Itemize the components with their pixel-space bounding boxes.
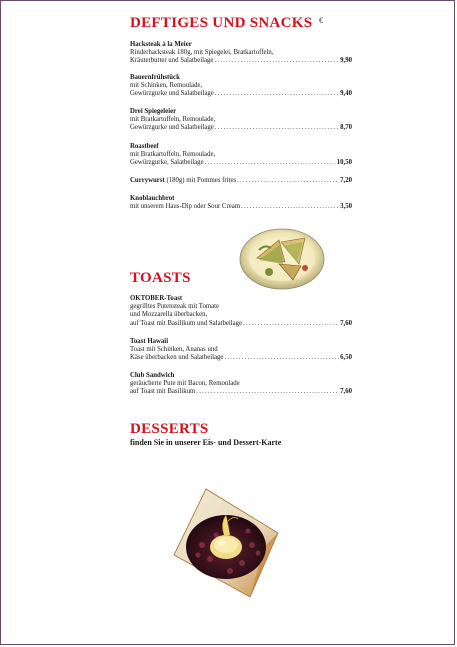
item-price: 8,70 bbox=[340, 124, 352, 132]
item-price: 9,40 bbox=[340, 90, 352, 98]
item-name: Toast Hawaii bbox=[130, 338, 169, 345]
item-price-row bbox=[130, 354, 352, 362]
item-price-row bbox=[130, 159, 352, 167]
item-price-row bbox=[130, 388, 352, 396]
item-description: Rinderhacksteak 180g, mit Spiegelei, Bratkartoffeln, bbox=[130, 49, 274, 57]
item-price-row bbox=[130, 57, 352, 65]
item-description: geräucherte Pute mit Bacon, Remoulade bbox=[130, 380, 240, 388]
item-name-line bbox=[130, 177, 236, 185]
item-name: Bauernfrühstück bbox=[130, 74, 180, 81]
item-price: 7,60 bbox=[340, 388, 352, 396]
item-price: 6,50 bbox=[340, 354, 352, 362]
dot-leader bbox=[243, 320, 339, 328]
desserts-heading: DESSERTS bbox=[130, 421, 209, 437]
dessert-plate-image bbox=[172, 487, 280, 599]
currency-symbol: € bbox=[319, 16, 323, 25]
item-price: 7,60 bbox=[340, 319, 352, 327]
menu-item bbox=[130, 372, 355, 397]
menu-item bbox=[130, 295, 355, 328]
item-name: Knoblauchbrot bbox=[130, 195, 175, 202]
menu-item bbox=[130, 74, 355, 99]
item-name: Club Sandwich bbox=[130, 372, 175, 379]
dot-leader bbox=[205, 159, 336, 167]
menu-item bbox=[130, 177, 355, 185]
snacks-heading: DEFTIGES UND SNACKS bbox=[130, 15, 313, 31]
item-description-last: Käse überbacken und Salatbeilage bbox=[130, 354, 224, 362]
item-description: mit Bratkartoffeln, Remoulade, bbox=[130, 151, 216, 159]
menu-item bbox=[130, 195, 355, 211]
item-description: mit Bratkartoffeln, Remoulade, bbox=[130, 116, 216, 124]
item-description-last: Gewürzgurke und Salatbeilage bbox=[130, 90, 214, 98]
item-price: 3,50 bbox=[340, 203, 352, 211]
menu-item bbox=[130, 338, 355, 363]
sandwich-plate-image bbox=[239, 228, 325, 290]
toasts-heading: TOASTS bbox=[130, 270, 191, 286]
dot-leader bbox=[224, 354, 339, 362]
dot-leader bbox=[196, 388, 339, 396]
desserts-note: finden Sie in unserer Eis- und Dessert-Karte bbox=[130, 438, 282, 447]
item-name: OKTOBER-Toast bbox=[130, 295, 183, 302]
item-description-last: Kräuterbutter und Salatbeilage bbox=[130, 57, 214, 65]
item-price-row bbox=[130, 90, 352, 98]
menu-item bbox=[130, 143, 355, 168]
dot-leader bbox=[237, 177, 339, 185]
item-price: 10,50 bbox=[336, 159, 352, 167]
item-name: Roastbeef bbox=[130, 143, 159, 150]
item-description: Toast mit Schinken, Ananas und bbox=[130, 346, 218, 354]
item-description: und Mozzarella überbacken, bbox=[130, 311, 208, 319]
menu-item bbox=[130, 41, 355, 66]
item-price-row bbox=[130, 177, 352, 185]
item-description-last: Gewürzgurke, Salatbeilage bbox=[130, 159, 204, 167]
item-description: gegrilltes Putensteak mit Tomate bbox=[130, 303, 220, 311]
item-name: Drei Spiegeleier bbox=[130, 108, 177, 115]
item-price-row bbox=[130, 124, 352, 132]
item-description-last: auf Toast mit Basilikum und Salatbeilage bbox=[130, 319, 243, 327]
item-description: mit Schinken, Remoulade, bbox=[130, 82, 203, 90]
dot-leader bbox=[214, 57, 339, 65]
dot-leader bbox=[241, 203, 339, 211]
item-price: 7,20 bbox=[340, 177, 352, 184]
item-price-row bbox=[130, 320, 352, 328]
item-price: 9,90 bbox=[340, 57, 352, 65]
item-description-last: mit unserem Haus-Dip oder Sour Cream bbox=[130, 203, 241, 211]
item-description: (180g) mit Pommes frites bbox=[164, 177, 237, 184]
dot-leader bbox=[215, 124, 339, 132]
dot-leader bbox=[215, 90, 339, 98]
item-name: Currywurst bbox=[130, 177, 165, 184]
item-name: Hacksteak à la Meier bbox=[130, 41, 192, 48]
item-description-last: auf Toast mit Basilikum bbox=[130, 388, 196, 396]
item-description-last: Gewürzgurke und Salatbeilage bbox=[130, 124, 214, 132]
menu-item bbox=[130, 108, 355, 133]
item-price-row bbox=[130, 203, 352, 211]
